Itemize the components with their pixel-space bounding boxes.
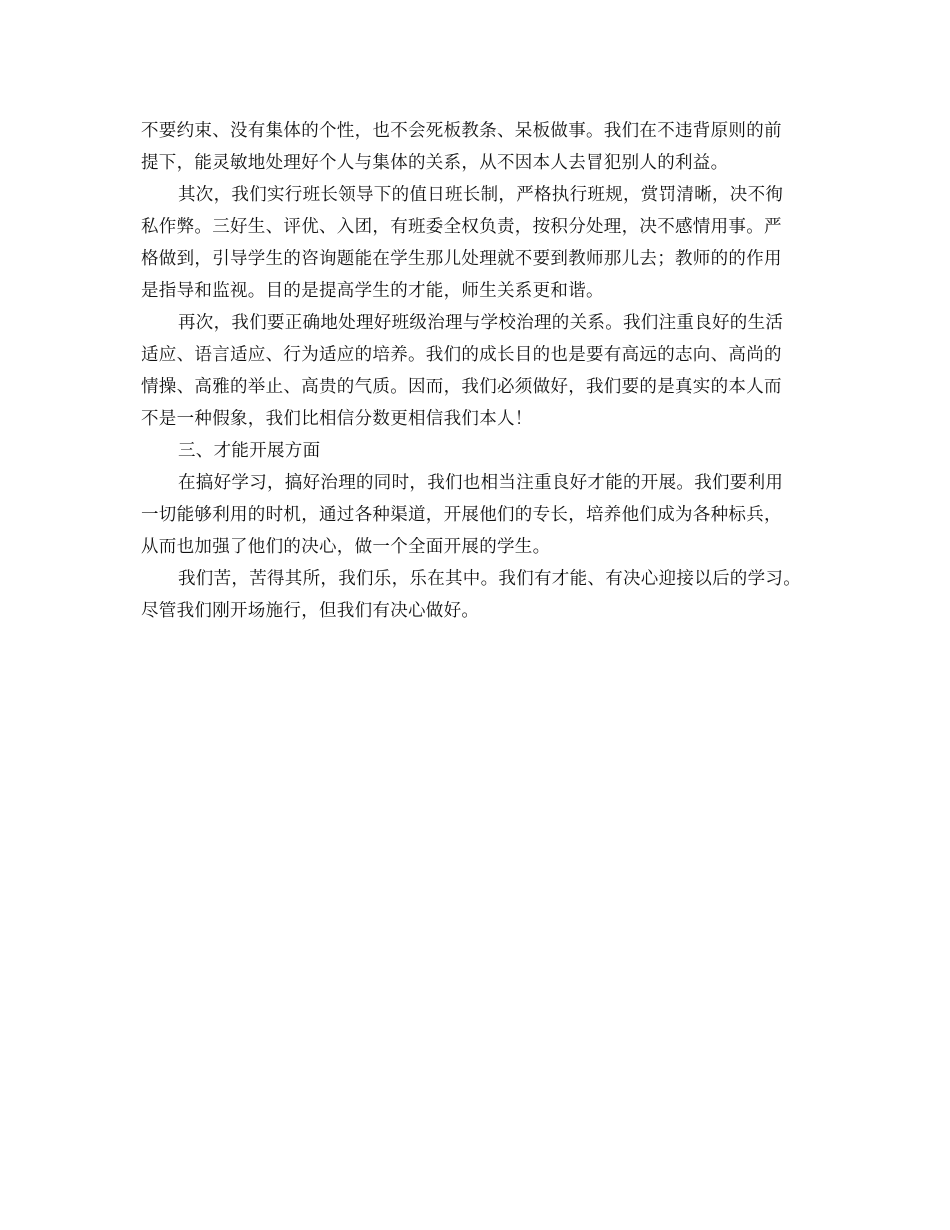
text-line: 不是一种假象，我们比相信分数更相信我们本人！ [141, 409, 533, 429]
text-line: 适应、语言适应、行为适应的培养。我们的成长目的也是要有高远的志向、高尚的 [141, 345, 782, 365]
paragraph-line: 在搞好学习，搞好治理的同时，我们也相当注重良好才能的开展。我们要利用 [178, 473, 784, 493]
text-line: 私作弊。三好生、评优、入团，有班委全权负责，按积分处理，决不感情用事。严 [141, 217, 782, 237]
text-line: 从而也加强了他们的决心，做一个全面开展的学生。 [141, 537, 551, 557]
text-line: 提下，能灵敏地处理好个人与集体的关系，从不因本人去冒犯别人的利益。 [141, 153, 729, 173]
text-line: 不要约束、没有集体的个性，也不会死板教条、呆板做事。我们在不违背原则的前 [141, 121, 782, 141]
paragraph-line: 其次，我们实行班长领导下的值日班长制，严格执行班规，赏罚清晰，决不徇 [178, 185, 784, 205]
paragraph-line: 我们苦，苦得其所，我们乐，乐在其中。我们有才能、有决心迎接以后的学习。 [178, 569, 801, 589]
document-body [141, 115, 821, 627]
section-heading: 三、才能开展方面 [178, 441, 321, 461]
text-line: 情操、高雅的举止、高贵的气质。因而，我们必须做好，我们要的是真实的本人而 [141, 377, 782, 397]
text-line: 格做到，引导学生的咨询题能在学生那儿处理就不要到教师那儿去；教师的的作用 [141, 249, 782, 269]
paragraph-line: 再次，我们要正确地处理好班级治理与学校治理的关系。我们注重良好的生活 [178, 313, 784, 333]
text-line: 一切能够利用的时机，通过各种渠道，开展他们的专长，培养他们成为各种标兵， [141, 505, 782, 525]
text-line: 尽管我们刚开场施行，但我们有决心做好。 [141, 601, 480, 621]
text-line: 是指导和监视。目的是提高学生的才能，师生关系更和谐。 [141, 281, 604, 301]
